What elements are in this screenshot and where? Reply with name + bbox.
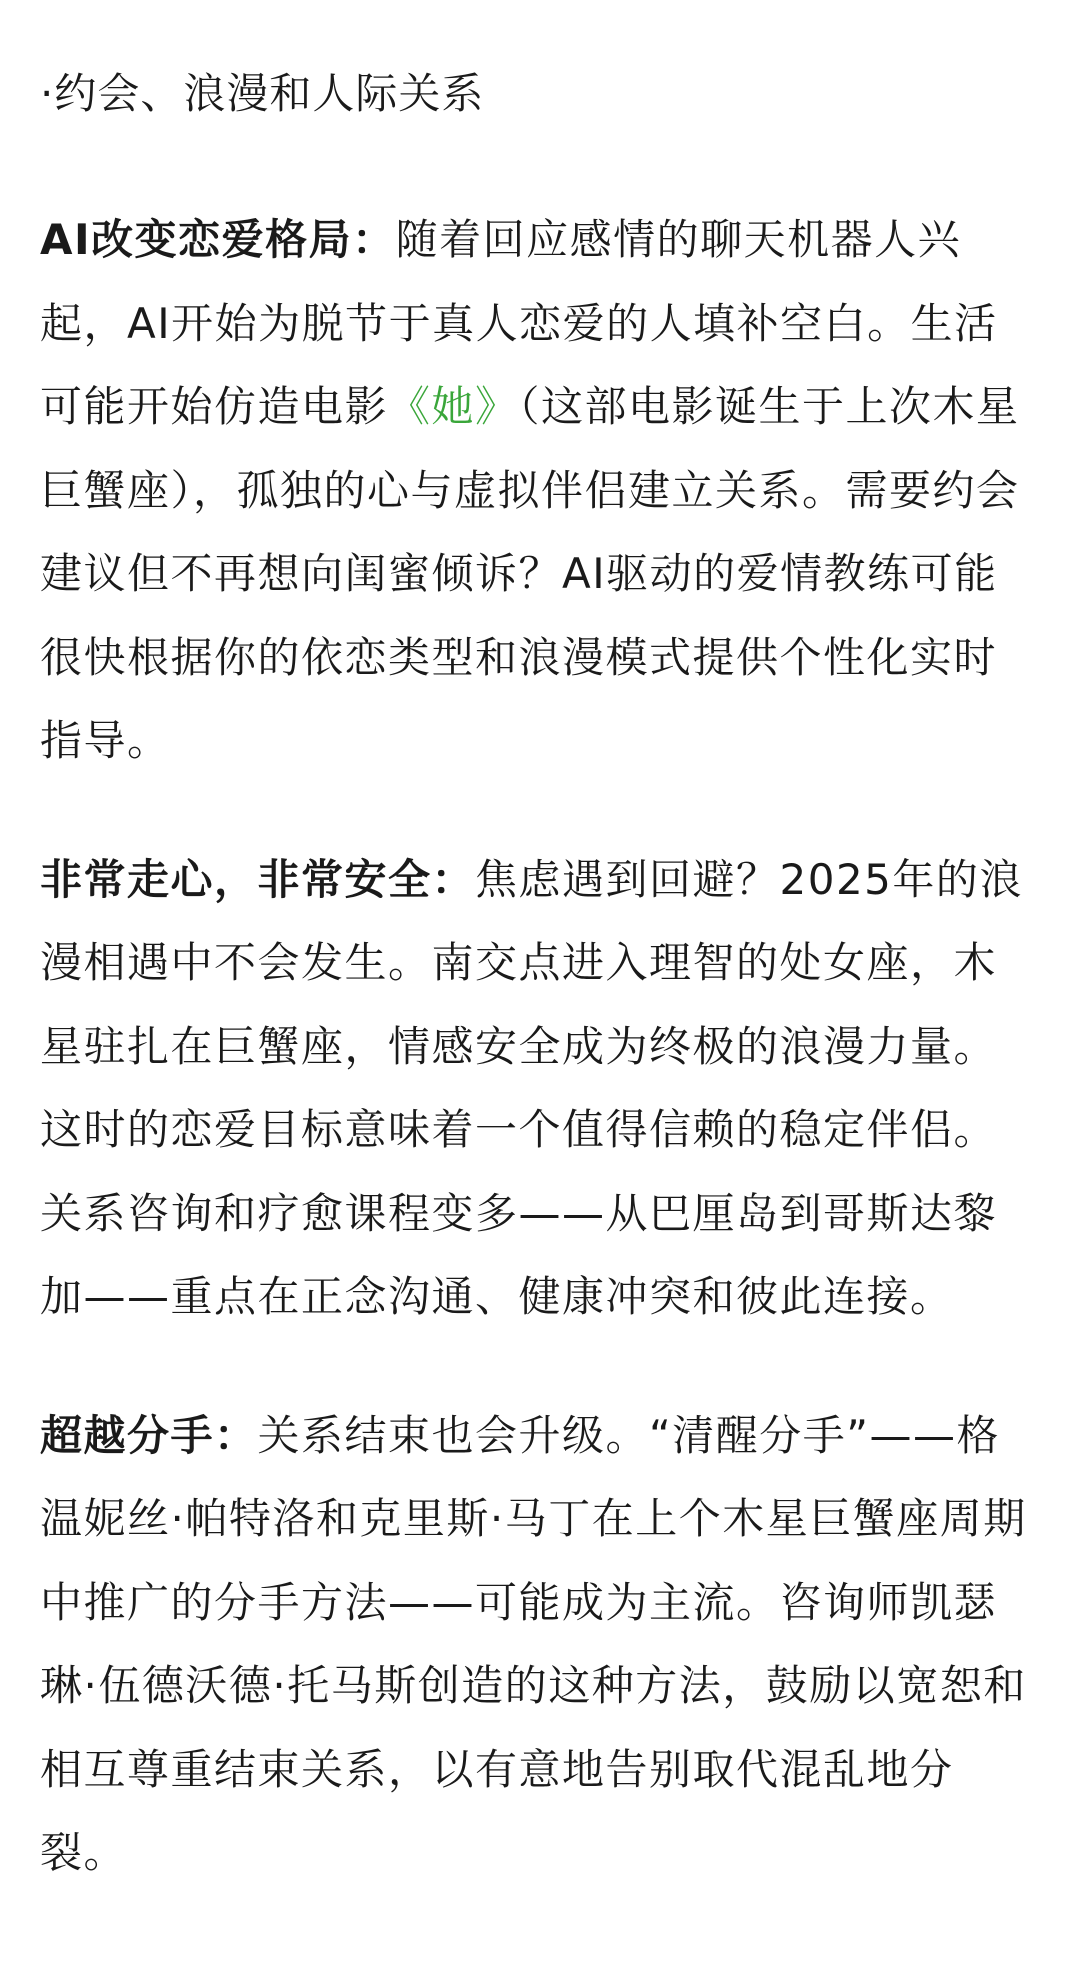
paragraph-ai-dating — [40, 198, 1040, 783]
film-her-link[interactable]: 《她》 — [388, 382, 519, 431]
paragraph-emotional-safety — [40, 838, 1040, 1339]
paragraph-text: （这部电影诞生于上次木星巨蟹座），孤独的心与虚拟伴侣建立关系。需要约会建议但不再想向闺蜜倾诉？AI驱动的爱情教练可能很快根据你的依恋类型和浪漫模式提供个性化实时指导。 — [40, 382, 1020, 765]
paragraph-beyond-breakup — [40, 1394, 1040, 1895]
paragraph-lead: 非常走心，非常安全： — [40, 854, 476, 904]
paragraph-lead: 超越分手： — [40, 1410, 258, 1460]
paragraph-text: 焦虑遇到回避？2025年的浪漫相遇中不会发生。南交点进入理智的处女座，木星驻扎在巨蟹座，情感安全成为终极的浪漫力量。这时的恋爱目标意味着一个值得信赖的稳定伴侣。关系咨询和疗愈课程变多——从巴厘岛到哥斯达黎加——重点在正念沟通、健康冲突和彼此连接。 — [40, 854, 1023, 1321]
paragraph-text: 随着回应感情的聊天机器人兴起，AI开始为脱节于真人恋爱的人填补空白。生活可能开始仿造电影 — [40, 215, 998, 431]
section-heading: ·约会、浪漫和人际关系 — [40, 69, 485, 118]
paragraph-text: 关系结束也会升级。“清醒分手”——格温妮丝·帕特洛和克里斯·马丁在上个木星巨蟹座周期中推广的分手方法——可能成为主流。咨询师凯瑟琳·伍德沃德·托马斯创造的这种方法，鼓励以宽恕和相互尊重结束关系，以有意地告别取代混乱地分裂。 — [40, 1410, 1027, 1877]
paragraph-lead: AI改变恋爱格局： — [40, 215, 396, 264]
